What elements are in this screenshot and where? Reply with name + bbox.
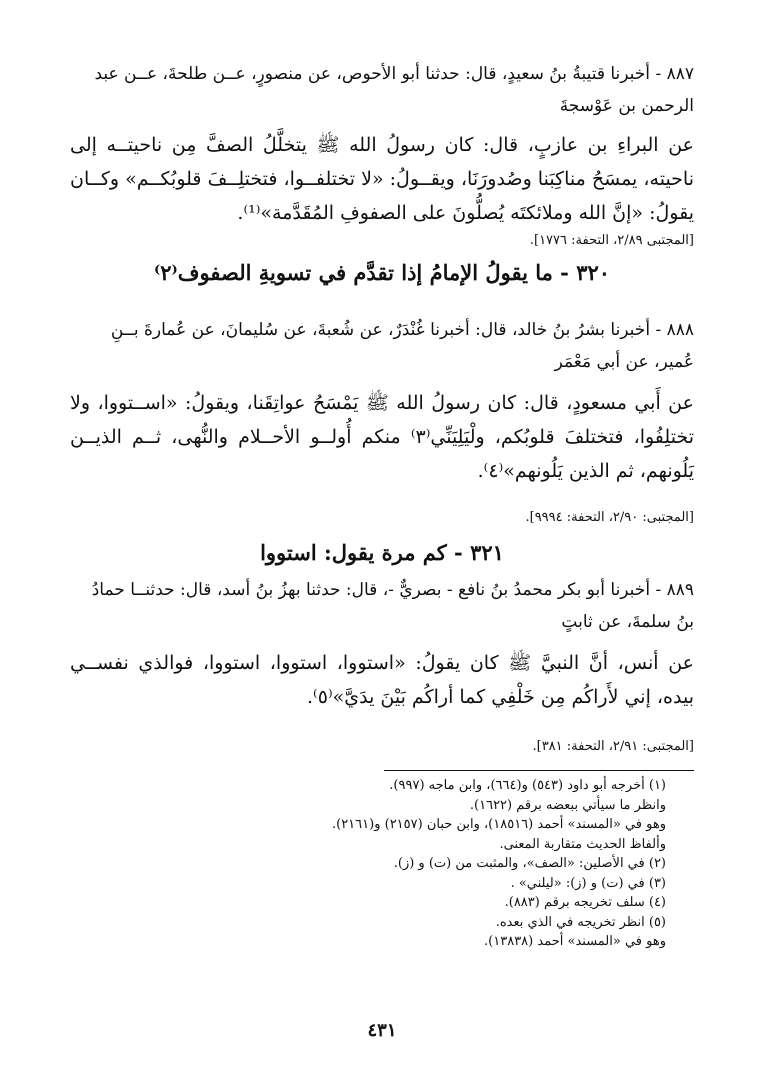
hadith-888-isnad: ٨٨٨ - أخبرنا بشرُ بنُ خالد، قال: أخبرنا غُنْدَرٌ، عن شُعبةَ، عن سُليمانَ، عن عُمارةَ بــنِ عُمير، عن أبي مَعْمَر — [110, 320, 694, 372]
hadith-889-isnad: ٨٨٩ - أخبرنا أبو بكر محمدُ بنُ نافع - بصريٌّ -، قال: حدثنا بهزُ بنُ أسد، قال: حدثنــا حمادُ بنُ سلمةَ، عن ثابتٍ — [91, 580, 694, 632]
hadith-889-matn: عن أنس، أنَّ النبيَّ ﷺ كان يقولُ: «استووا، استووا، استووا، فوالذي نفســي بيده، إني لأَراكُم مِن خَلْفِي كما أراكُم بَيْنَ يدَيَّ»⁽٥⁾. — [70, 652, 694, 708]
footnote-line: (١) أخرجه أبو داود (٥٤٣) و(٦٦٤)، وابن ماجه (٩٩٧). — [389, 778, 666, 793]
footnote-line: (٢) في الأصلين: «الصف»، والمثبت من (ت) و (ز). — [393, 856, 666, 871]
chapter-321-heading: ٣٢١ - كم مرة يقول: استووا — [260, 540, 504, 565]
hadith-887-matn: عن البراءِ بن عازبٍ، قال: كان رسولُ الله ﷺ يتخلَّلُ الصفَّ مِن ناحيتــه إلى ناحيته، يمسَحُ مناكِبَنا وصُدورَنَا، ويقــولُ: «لا تختلفــوا، فتختلِــفَ قلوبُكــم» وكــان يقولُ: «إنَّ الله وملائكتَه يُصلُّونَ على الصفوفِ المُقَدَّمة»⁽¹⁾. — [70, 134, 694, 224]
footnote-line: وانظر ما سيأتي ببعضه برقم (١٦٢٢). — [469, 797, 666, 813]
footnote-line: (٤) سلف تخريجه برقم (٨٨٣). — [504, 895, 666, 910]
hadith-888-matn: عن أَبي مسعودٍ، قال: كان رسولُ الله ﷺ يَمْسَحُ عواتِقَنا، ويقولُ: «اســتووا، ولا تختلِفُوا، فتختلفَ قلوبُكم، ولْيَلِيَنِّي⁽٣⁾ منكم أُولــو الأحــلام والنُّهى، ثــم الذيــن يَلُونهم، ثم الذين يَلُونهم»⁽٤⁾. — [70, 392, 694, 482]
footnote-line: وألفاظ الحديث متقاربة المعنى. — [499, 836, 666, 852]
chapter-320-heading: ٣٢٠ - ما يقولُ الإمامُ إذا تقدَّم في تسويةِ الصفوف⁽٢⁾ — [153, 260, 611, 285]
hadith-887-source: [المجتبى ٢/٨٩، التحفة: ١٧٧٦]. — [529, 233, 694, 248]
footnotes — [331, 776, 666, 952]
footnote-separator — [384, 770, 694, 771]
hadith-887-isnad: ٨٨٧ - أخبرنا قتيبةُ بنُ سعيدٍ، قال: حدثنا أبو الأحوص، عن منصورٍ، عــن طلحةَ، عــن عبد الرحمن بن عَوْسجةَ — [94, 64, 694, 116]
footnote-line: وهو في «المسند» أحمد (١٣٨٣٨). — [484, 934, 666, 949]
page-number: ٤٣١ — [367, 1020, 397, 1041]
footnote-line: (٥) انظر تخريجه في الذي بعده. — [495, 914, 666, 930]
hadith-888-source: [المجتبى: ٢/٩٠، التحفة: ٩٩٩٤]. — [525, 510, 694, 525]
footnote-line: (٣) في (ت) و (ز): «ليلني» . — [510, 875, 666, 891]
hadith-889-source: [المجتبى: ٢/٩١، التحفة: ٣٨١]. — [532, 739, 694, 754]
footnote-line: وهو في «المسند» أحمد (١٨٥١٦)، وابن حبان (٢١٥٧) و(٢١٦١). — [331, 817, 666, 832]
